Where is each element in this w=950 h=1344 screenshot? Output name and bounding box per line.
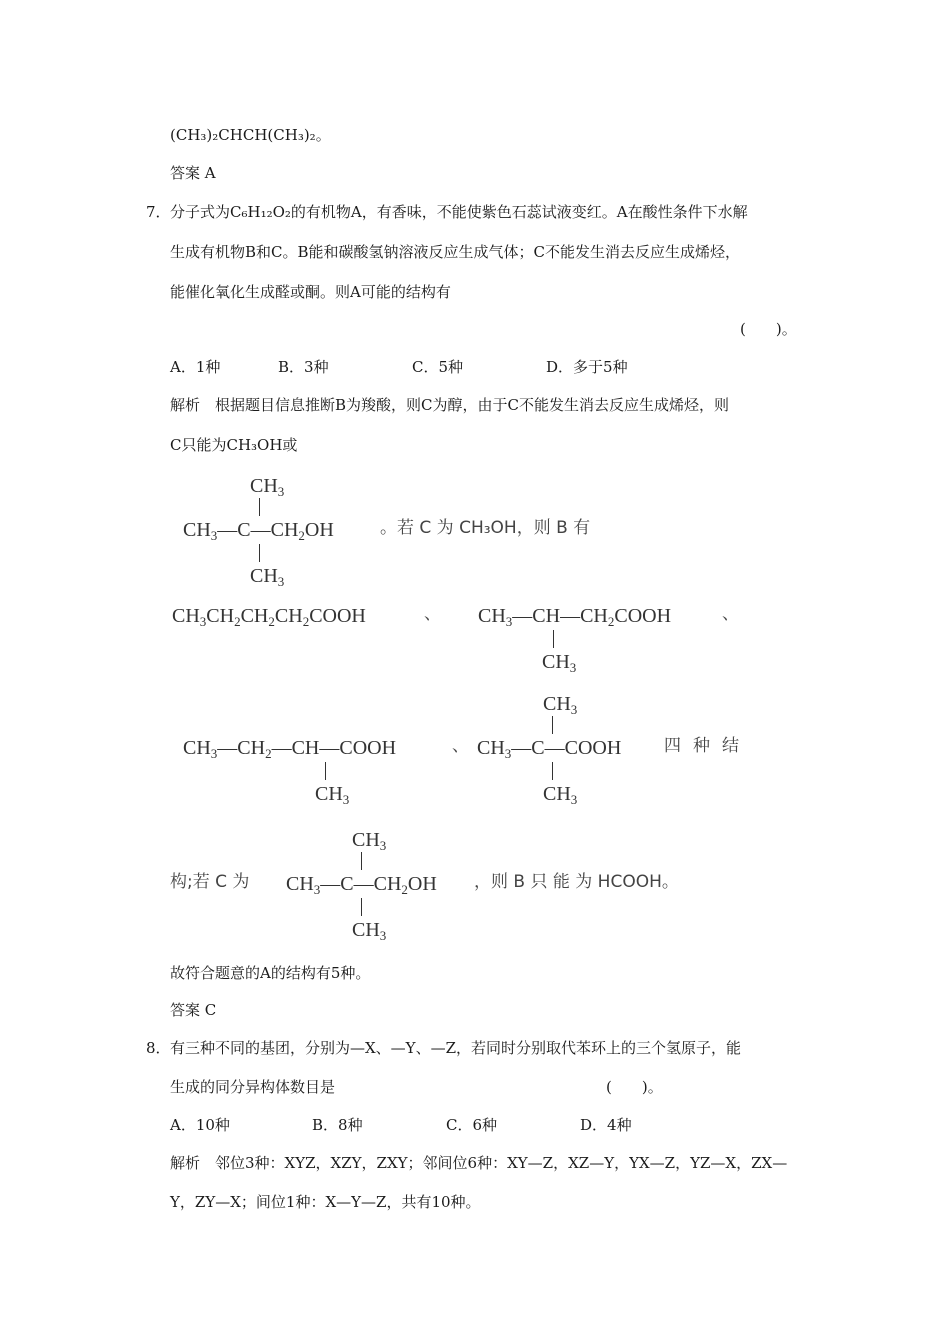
structure1-caption: 。若 C 为 CH₃OH，则 B 有 bbox=[380, 518, 591, 538]
q7-text-line2: 生成有机物B和C。B能和碳酸氢钠溶液反应生成气体；C不能发生消去反应生成烯烃， bbox=[170, 243, 741, 261]
q8-analysis-line2: Y，ZY—X；间位1种：X—Y—Z，共有10种。 bbox=[170, 1193, 481, 1211]
answer-q7: 答案 C bbox=[170, 1001, 217, 1019]
q7-analysis-line2: C只能为CH₃OH或 bbox=[170, 436, 298, 454]
structure-line4-tail: ，则 B 只 能 为 HCOOH。 bbox=[474, 872, 679, 892]
structure-line3-tail: 四种结 bbox=[664, 736, 751, 756]
separator-2: 、 bbox=[722, 604, 739, 624]
structure-line4-head: 构;若 C 为 bbox=[170, 872, 250, 892]
q8-option-b: B．8种 bbox=[312, 1116, 363, 1134]
q7-answer-paren: ( )。 bbox=[740, 320, 797, 338]
q8-text-line2: 生成的同分异构体数目是 bbox=[170, 1078, 336, 1096]
separator-3: 、 bbox=[452, 736, 469, 756]
q8-analysis-line1: 解析 邻位3种：XYZ，XZY，ZXY；邻间位6种：XY—Z，XZ—Y，YX—Z，YZ—X，ZX— bbox=[170, 1154, 788, 1172]
formula-continuation: (CH₃)₂CHCH(CH₃)₂。 bbox=[170, 126, 331, 144]
q8-option-a: A．10种 bbox=[170, 1116, 230, 1134]
q7-conclusion: 故符合题意的A的结构有5种。 bbox=[170, 964, 371, 982]
answer-q6: 答案 A bbox=[170, 164, 216, 182]
q8-answer-paren: ( )。 bbox=[606, 1078, 663, 1096]
q7-option-d: D．多于5种 bbox=[546, 358, 628, 376]
q7-text-line1: 分子式为C₆H₁₂O₂的有机物A，有香味，不能使紫色石蕊试液变红。A在酸性条件下水解 bbox=[170, 203, 748, 221]
q8-text-line1: 有三种不同的基团，分别为—X、—Y、—Z，若同时分别取代苯环上的三个氢原子，能 bbox=[170, 1039, 742, 1057]
q8-option-d: D．4种 bbox=[580, 1116, 632, 1134]
q8-option-c: C．6种 bbox=[446, 1116, 498, 1134]
q7-option-c: C．5种 bbox=[412, 358, 464, 376]
q7-option-b: B．3种 bbox=[278, 358, 329, 376]
q7-number: 7． bbox=[146, 203, 171, 221]
q7-option-a: A．1种 bbox=[170, 358, 221, 376]
q7-analysis-line1: 解析 根据题目信息推断B为羧酸，则C为醇，由于C不能发生消去反应生成烯烃，则 bbox=[170, 396, 729, 414]
q8-number: 8． bbox=[146, 1039, 171, 1057]
separator-1: 、 bbox=[424, 604, 441, 624]
q7-text-line3: 能催化氧化生成醛或酮。则A可能的结构有 bbox=[170, 283, 451, 301]
